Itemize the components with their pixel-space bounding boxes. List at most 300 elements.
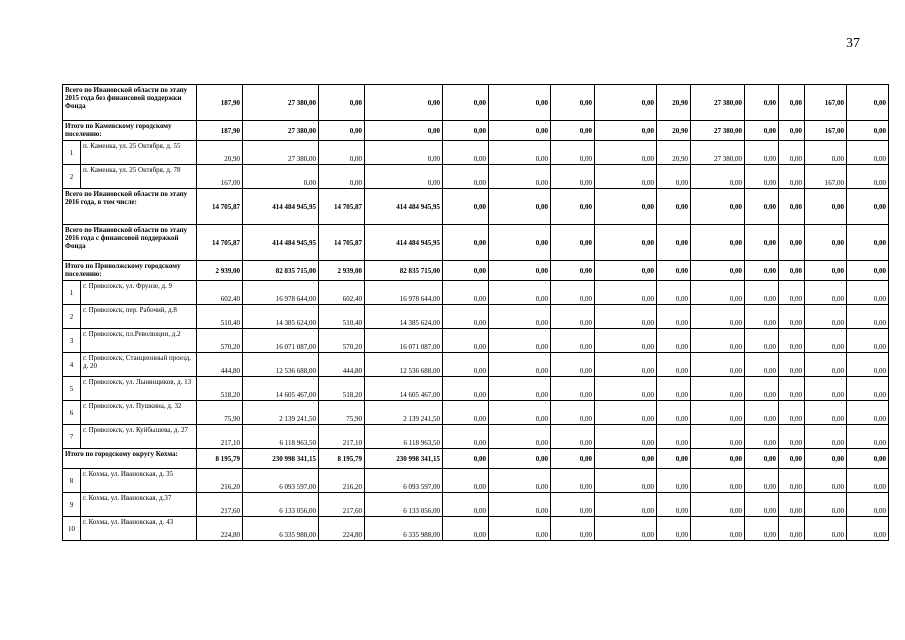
value-cell: 518,20: [197, 377, 243, 401]
value-cell: 0,00: [691, 517, 745, 541]
value-cell: 0,00: [489, 165, 551, 189]
page-number: 37: [846, 36, 860, 51]
value-cell: 0,00: [745, 469, 779, 493]
value-cell: 0,00: [319, 141, 365, 165]
value-cell: 6 335 988,00: [243, 517, 319, 541]
row-number: 2: [63, 305, 81, 329]
value-cell: 0,00: [779, 85, 805, 121]
value-cell: 14 385 624,00: [243, 305, 319, 329]
address-cell: г. Приволжск, ул. Фрунзе, д. 9: [81, 281, 197, 305]
value-cell: 217,10: [319, 425, 365, 449]
housing-program-table: [62, 84, 889, 541]
value-cell: 6 118 963,50: [365, 425, 443, 449]
value-cell: 27 380,00: [243, 85, 319, 121]
value-cell: 414 484 945,95: [365, 225, 443, 261]
summary-label: Всего по Ивановской области по этапу 2015 года без финансовой поддержки Фонда: [63, 85, 197, 121]
value-cell: 6 118 963,50: [243, 425, 319, 449]
table-body: [63, 85, 889, 541]
value-cell: 0,00: [805, 281, 847, 305]
value-cell: 0,00: [847, 281, 889, 305]
value-cell: 0,00: [779, 225, 805, 261]
value-cell: 0,00: [847, 353, 889, 377]
value-cell: 0,00: [443, 401, 489, 425]
value-cell: 0,00: [805, 225, 847, 261]
value-cell: 0,00: [779, 469, 805, 493]
address-cell: г. Кохма, ул. Ивановская, д. 43: [81, 517, 197, 541]
value-cell: 12 536 688,00: [243, 353, 319, 377]
value-cell: 0,00: [551, 85, 595, 121]
value-cell: 0,00: [745, 493, 779, 517]
value-cell: 0,00: [691, 329, 745, 353]
value-cell: 224,80: [197, 517, 243, 541]
value-cell: 510,40: [319, 305, 365, 329]
value-cell: 0,00: [489, 85, 551, 121]
value-cell: 0,00: [745, 165, 779, 189]
value-cell: 0,00: [805, 469, 847, 493]
summary-row: [63, 121, 889, 141]
value-cell: 0,00: [691, 165, 745, 189]
value-cell: 27 380,00: [691, 141, 745, 165]
value-cell: 0,00: [319, 121, 365, 141]
value-cell: 14 705,87: [197, 225, 243, 261]
row-number: 5: [63, 377, 81, 401]
value-cell: 0,00: [595, 305, 657, 329]
value-cell: 0,00: [847, 401, 889, 425]
value-cell: 0,00: [243, 165, 319, 189]
value-cell: 14 605 467,00: [243, 377, 319, 401]
value-cell: 16 071 087,00: [243, 329, 319, 353]
value-cell: 0,00: [805, 377, 847, 401]
value-cell: 75,90: [319, 401, 365, 425]
value-cell: 0,00: [365, 85, 443, 121]
value-cell: 217,60: [319, 493, 365, 517]
value-cell: 0,00: [489, 425, 551, 449]
value-cell: 0,00: [745, 261, 779, 281]
value-cell: 0,00: [595, 353, 657, 377]
value-cell: 0,00: [745, 517, 779, 541]
value-cell: 0,00: [847, 141, 889, 165]
value-cell: 0,00: [847, 425, 889, 449]
value-cell: 0,00: [847, 449, 889, 469]
value-cell: 0,00: [691, 401, 745, 425]
row-number: 6: [63, 401, 81, 425]
value-cell: 217,60: [197, 493, 243, 517]
value-cell: 2 139 241,50: [243, 401, 319, 425]
value-cell: 0,00: [847, 165, 889, 189]
value-cell: 82 835 715,00: [365, 261, 443, 281]
value-cell: 224,80: [319, 517, 365, 541]
value-cell: 0,00: [847, 469, 889, 493]
value-cell: 0,00: [847, 225, 889, 261]
value-cell: 0,00: [779, 425, 805, 449]
value-cell: 0,00: [691, 449, 745, 469]
value-cell: 0,00: [319, 85, 365, 121]
value-cell: 0,00: [745, 281, 779, 305]
value-cell: 0,00: [551, 377, 595, 401]
value-cell: 0,00: [595, 189, 657, 225]
value-cell: 444,80: [197, 353, 243, 377]
value-cell: 0,00: [595, 493, 657, 517]
value-cell: 6 093 597,00: [365, 469, 443, 493]
value-cell: 0,00: [779, 261, 805, 281]
value-cell: 14 705,87: [197, 189, 243, 225]
value-cell: 0,00: [657, 469, 691, 493]
value-cell: 167,00: [805, 85, 847, 121]
value-cell: 0,00: [691, 189, 745, 225]
value-cell: 0,00: [779, 329, 805, 353]
value-cell: 0,00: [657, 425, 691, 449]
value-cell: 0,00: [595, 261, 657, 281]
row-number: 1: [63, 141, 81, 165]
summary-label: Итого по городскому округу Кохма:: [63, 449, 197, 469]
value-cell: 0,00: [365, 141, 443, 165]
value-cell: 0,00: [443, 281, 489, 305]
value-cell: 82 835 715,00: [243, 261, 319, 281]
value-cell: 0,00: [779, 281, 805, 305]
value-cell: 0,00: [745, 425, 779, 449]
address-cell: г. Кохма, ул. Ивановская, д. 35: [81, 469, 197, 493]
value-cell: 216,20: [319, 469, 365, 493]
value-cell: 6 133 056,00: [365, 493, 443, 517]
value-cell: 12 536 688,00: [365, 353, 443, 377]
address-cell: г. Кохма, ул. Ивановская, д.37: [81, 493, 197, 517]
value-cell: 0,00: [657, 401, 691, 425]
value-cell: 20,90: [657, 141, 691, 165]
value-cell: 27 380,00: [243, 141, 319, 165]
value-cell: 27 380,00: [243, 121, 319, 141]
value-cell: 0,00: [319, 165, 365, 189]
summary-label: Итого по Приволжскому городскому поселению:: [63, 261, 197, 281]
value-cell: 0,00: [489, 517, 551, 541]
value-cell: 0,00: [595, 141, 657, 165]
summary-label: Всего по Ивановской области по этапу 2016 года с финансовой поддержкой Фонда: [63, 225, 197, 261]
value-cell: 16 071 087,00: [365, 329, 443, 353]
value-cell: 570,20: [319, 329, 365, 353]
value-cell: 0,00: [489, 353, 551, 377]
value-cell: 0,00: [779, 353, 805, 377]
value-cell: 16 978 644,00: [243, 281, 319, 305]
value-cell: 0,00: [443, 305, 489, 329]
value-cell: 0,00: [595, 85, 657, 121]
row-number: 9: [63, 493, 81, 517]
value-cell: 27 380,00: [691, 121, 745, 141]
value-cell: 0,00: [805, 449, 847, 469]
value-cell: 0,00: [595, 469, 657, 493]
table-row: [63, 141, 889, 165]
table-row: [63, 469, 889, 493]
value-cell: 0,00: [551, 189, 595, 225]
value-cell: 0,00: [805, 261, 847, 281]
row-number: 4: [63, 353, 81, 377]
value-cell: 0,00: [551, 121, 595, 141]
value-cell: 0,00: [489, 141, 551, 165]
address-cell: п. Каменка, ул. 25 Октября, д. 55: [81, 141, 197, 165]
value-cell: 6 335 988,00: [365, 517, 443, 541]
value-cell: 0,00: [691, 261, 745, 281]
value-cell: 0,00: [805, 189, 847, 225]
value-cell: 0,00: [489, 225, 551, 261]
value-cell: 0,00: [691, 353, 745, 377]
value-cell: 0,00: [443, 449, 489, 469]
value-cell: 0,00: [691, 281, 745, 305]
table-row: [63, 401, 889, 425]
value-cell: 217,10: [197, 425, 243, 449]
address-cell: г. Приволжск, ул. Куйбышева, д. 27: [81, 425, 197, 449]
value-cell: 0,00: [805, 305, 847, 329]
value-cell: 0,00: [443, 493, 489, 517]
value-cell: 16 978 644,00: [365, 281, 443, 305]
value-cell: 216,20: [197, 469, 243, 493]
value-cell: 0,00: [847, 517, 889, 541]
value-cell: 0,00: [657, 517, 691, 541]
value-cell: 0,00: [551, 329, 595, 353]
summary-label: Итого по Каменскому городскому поселению:: [63, 121, 197, 141]
value-cell: 0,00: [805, 425, 847, 449]
value-cell: 602,40: [197, 281, 243, 305]
table-row: [63, 425, 889, 449]
value-cell: 20,90: [197, 141, 243, 165]
value-cell: 0,00: [489, 493, 551, 517]
value-cell: 167,00: [197, 165, 243, 189]
value-cell: 0,00: [805, 517, 847, 541]
value-cell: 0,00: [779, 141, 805, 165]
row-number: 10: [63, 517, 81, 541]
address-cell: г. Приволжск, ул. Льнянщиков, д. 13: [81, 377, 197, 401]
value-cell: 0,00: [745, 353, 779, 377]
summary-row: [63, 85, 889, 121]
value-cell: 0,00: [443, 225, 489, 261]
value-cell: 167,00: [805, 165, 847, 189]
value-cell: 0,00: [443, 469, 489, 493]
value-cell: 0,00: [595, 121, 657, 141]
value-cell: 414 484 945,95: [243, 189, 319, 225]
value-cell: 14 705,87: [319, 189, 365, 225]
value-cell: 0,00: [691, 493, 745, 517]
value-cell: 0,00: [691, 225, 745, 261]
value-cell: 0,00: [551, 141, 595, 165]
value-cell: 0,00: [489, 305, 551, 329]
value-cell: 0,00: [551, 517, 595, 541]
value-cell: 8 195,79: [319, 449, 365, 469]
value-cell: 0,00: [595, 377, 657, 401]
value-cell: 0,00: [443, 377, 489, 401]
value-cell: 0,00: [551, 353, 595, 377]
value-cell: 230 998 341,15: [365, 449, 443, 469]
value-cell: 0,00: [847, 329, 889, 353]
value-cell: 0,00: [443, 329, 489, 353]
value-cell: 0,00: [489, 401, 551, 425]
value-cell: 0,00: [551, 165, 595, 189]
value-cell: 0,00: [551, 225, 595, 261]
summary-row: [63, 261, 889, 281]
value-cell: 0,00: [847, 85, 889, 121]
value-cell: 0,00: [745, 225, 779, 261]
value-cell: 0,00: [691, 425, 745, 449]
value-cell: 0,00: [489, 377, 551, 401]
value-cell: 0,00: [657, 165, 691, 189]
value-cell: 0,00: [595, 225, 657, 261]
address-cell: г. Приволжск, пер. Рабочий, д.8: [81, 305, 197, 329]
value-cell: 0,00: [595, 425, 657, 449]
value-cell: 0,00: [745, 401, 779, 425]
value-cell: 0,00: [489, 281, 551, 305]
value-cell: 8 195,79: [197, 449, 243, 469]
value-cell: 0,00: [489, 329, 551, 353]
value-cell: 0,00: [595, 449, 657, 469]
value-cell: 0,00: [551, 401, 595, 425]
value-cell: 0,00: [847, 305, 889, 329]
value-cell: 0,00: [489, 261, 551, 281]
value-cell: 570,20: [197, 329, 243, 353]
value-cell: 0,00: [489, 121, 551, 141]
value-cell: 414 484 945,95: [365, 189, 443, 225]
value-cell: 0,00: [657, 305, 691, 329]
value-cell: 0,00: [489, 469, 551, 493]
value-cell: 0,00: [657, 377, 691, 401]
value-cell: 6 133 056,00: [243, 493, 319, 517]
value-cell: 0,00: [657, 493, 691, 517]
value-cell: 0,00: [805, 329, 847, 353]
value-cell: 187,90: [197, 121, 243, 141]
value-cell: 0,00: [443, 189, 489, 225]
address-cell: г. Приволжск, пл.Революции, д.2: [81, 329, 197, 353]
value-cell: 0,00: [745, 329, 779, 353]
value-cell: 0,00: [745, 449, 779, 469]
value-cell: 602,40: [319, 281, 365, 305]
summary-row: [63, 449, 889, 469]
value-cell: 0,00: [595, 329, 657, 353]
table-row: [63, 377, 889, 401]
value-cell: 0,00: [657, 261, 691, 281]
value-cell: 2 939,00: [319, 261, 365, 281]
value-cell: 0,00: [779, 517, 805, 541]
row-number: 7: [63, 425, 81, 449]
value-cell: 0,00: [779, 121, 805, 141]
value-cell: 0,00: [595, 281, 657, 305]
value-cell: 0,00: [847, 261, 889, 281]
value-cell: 0,00: [847, 493, 889, 517]
value-cell: 444,80: [319, 353, 365, 377]
address-cell: г. Приволжск, ул. Пушкина, д. 32: [81, 401, 197, 425]
value-cell: 0,00: [847, 121, 889, 141]
value-cell: 0,00: [779, 305, 805, 329]
value-cell: 0,00: [745, 377, 779, 401]
value-cell: 0,00: [595, 401, 657, 425]
value-cell: 0,00: [657, 353, 691, 377]
summary-row: [63, 189, 889, 225]
value-cell: 0,00: [745, 305, 779, 329]
value-cell: 0,00: [779, 493, 805, 517]
value-cell: 0,00: [847, 377, 889, 401]
row-number: 2: [63, 165, 81, 189]
value-cell: 0,00: [691, 469, 745, 493]
value-cell: 0,00: [745, 121, 779, 141]
value-cell: 0,00: [779, 189, 805, 225]
value-cell: 0,00: [779, 377, 805, 401]
value-cell: 0,00: [551, 261, 595, 281]
address-cell: п. Каменка, ул. 25 Октября, д. 78: [81, 165, 197, 189]
table-row: [63, 353, 889, 377]
value-cell: 0,00: [691, 305, 745, 329]
value-cell: 0,00: [443, 141, 489, 165]
value-cell: 0,00: [745, 85, 779, 121]
value-cell: 6 093 597,00: [243, 469, 319, 493]
value-cell: 414 484 945,95: [243, 225, 319, 261]
value-cell: 0,00: [805, 493, 847, 517]
value-cell: 0,00: [805, 401, 847, 425]
value-cell: 14 705,87: [319, 225, 365, 261]
value-cell: 75,90: [197, 401, 243, 425]
value-cell: 0,00: [551, 449, 595, 469]
summary-label: Всего по Ивановской области по этапу 2016 года, в том числе:: [63, 189, 197, 225]
value-cell: 0,00: [805, 353, 847, 377]
value-cell: 14 605 467,00: [365, 377, 443, 401]
value-cell: 0,00: [745, 189, 779, 225]
value-cell: 0,00: [551, 425, 595, 449]
value-cell: 0,00: [779, 401, 805, 425]
value-cell: 510,40: [197, 305, 243, 329]
value-cell: 0,00: [657, 329, 691, 353]
value-cell: 0,00: [443, 121, 489, 141]
value-cell: 0,00: [365, 165, 443, 189]
value-cell: 27 380,00: [691, 85, 745, 121]
value-cell: 0,00: [551, 493, 595, 517]
value-cell: 0,00: [443, 425, 489, 449]
summary-row: [63, 225, 889, 261]
value-cell: 0,00: [657, 189, 691, 225]
value-cell: 0,00: [657, 225, 691, 261]
value-cell: 0,00: [551, 281, 595, 305]
value-cell: 0,00: [595, 517, 657, 541]
value-cell: 20,90: [657, 121, 691, 141]
value-cell: 0,00: [489, 449, 551, 469]
table-row: [63, 329, 889, 353]
value-cell: 2 939,00: [197, 261, 243, 281]
value-cell: 0,00: [779, 449, 805, 469]
value-cell: 14 385 624,00: [365, 305, 443, 329]
value-cell: 0,00: [805, 141, 847, 165]
value-cell: 0,00: [551, 469, 595, 493]
value-cell: 0,00: [551, 305, 595, 329]
value-cell: 2 139 241,50: [365, 401, 443, 425]
value-cell: 167,00: [805, 121, 847, 141]
row-number: 1: [63, 281, 81, 305]
value-cell: 0,00: [595, 165, 657, 189]
value-cell: 0,00: [847, 189, 889, 225]
value-cell: 0,00: [489, 189, 551, 225]
row-number: 8: [63, 469, 81, 493]
value-cell: 0,00: [691, 377, 745, 401]
value-cell: 0,00: [779, 165, 805, 189]
value-cell: 0,00: [443, 261, 489, 281]
value-cell: 0,00: [443, 165, 489, 189]
table-row: [63, 165, 889, 189]
value-cell: 187,90: [197, 85, 243, 121]
value-cell: 0,00: [657, 449, 691, 469]
table-row: [63, 517, 889, 541]
row-number: 3: [63, 329, 81, 353]
value-cell: 0,00: [443, 353, 489, 377]
address-cell: г. Приволжск, Станционный проезд, д. 20: [81, 353, 197, 377]
value-cell: 518,20: [319, 377, 365, 401]
value-cell: 230 998 341,15: [243, 449, 319, 469]
value-cell: 0,00: [365, 121, 443, 141]
value-cell: 0,00: [443, 517, 489, 541]
table-row: [63, 493, 889, 517]
table-row: [63, 281, 889, 305]
value-cell: 20,90: [657, 85, 691, 121]
table-row: [63, 305, 889, 329]
